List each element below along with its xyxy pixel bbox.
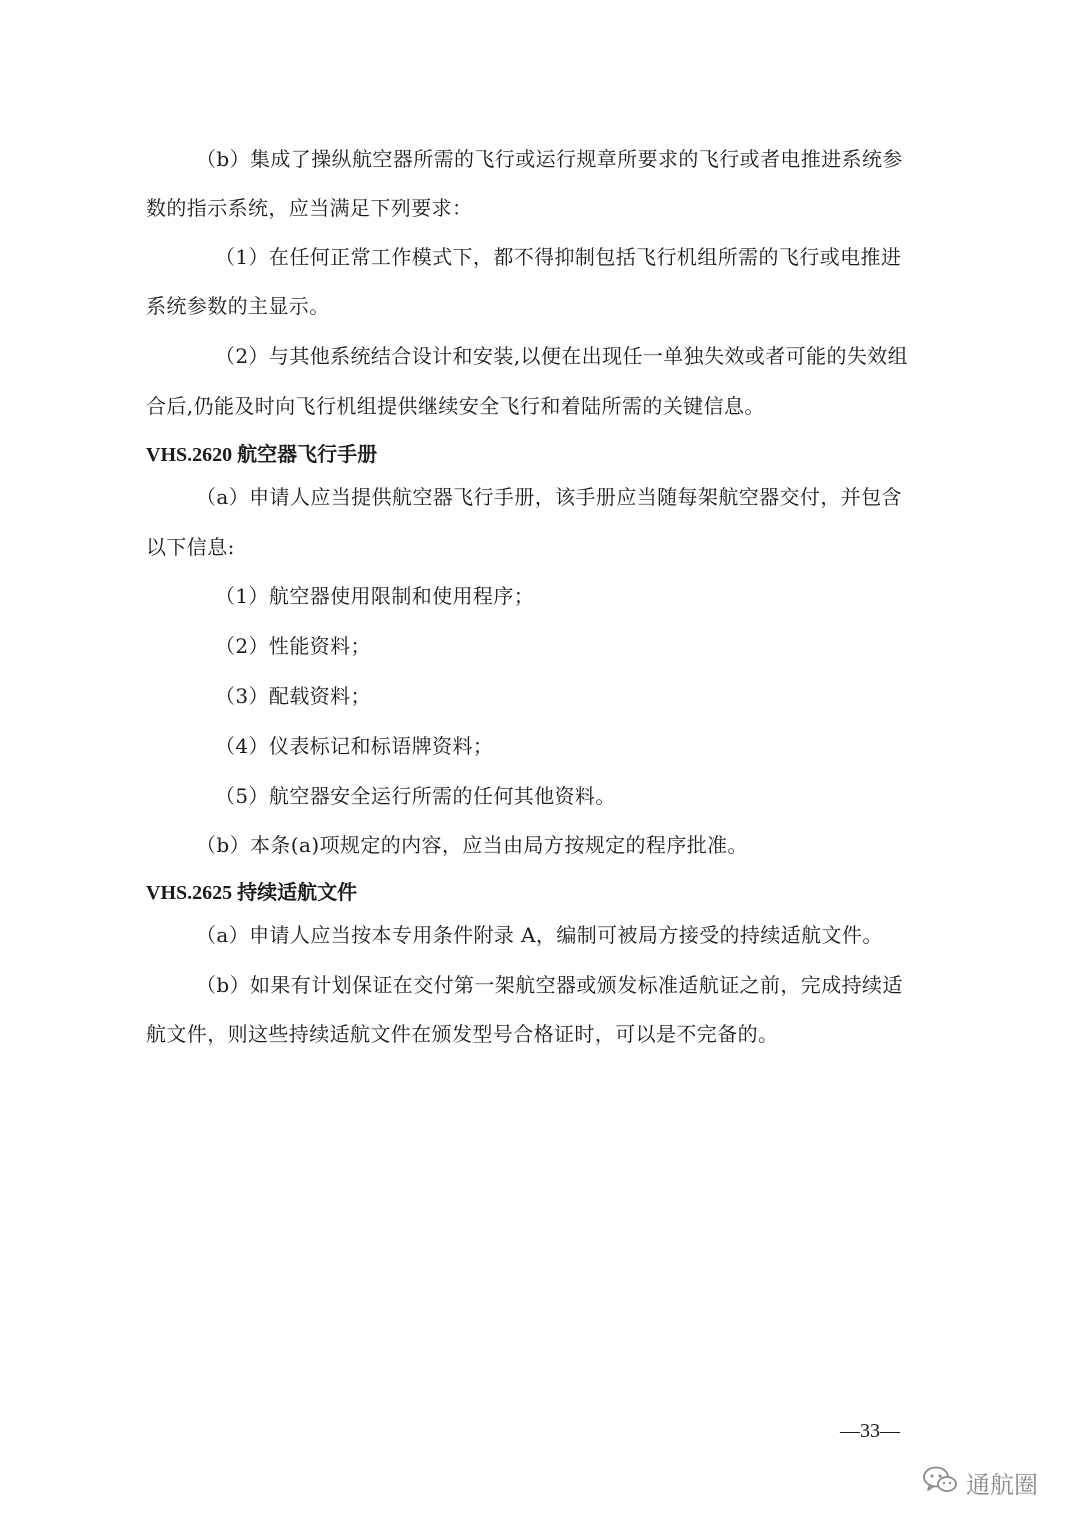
list-item: （3）配载资料； [215,684,371,708]
list-item: （1）航空器使用限制和使用程序； [215,584,535,608]
section-2625-para-a: （a）申请人应当按本专用条件附录 A，编制可被局方接受的持续适航文件。 [196,923,883,947]
paragraph-b-line1: （b）集成了操纵航空器所需的飞行或运行规章所要求的飞行或者电推进系统参 [196,147,903,171]
item-1-line1: （1）在任何正常工作模式下，都不得抑制包括飞行机组所需的飞行或电推进 [215,245,902,269]
section-2620-para-b: （b）本条(a)项规定的内容，应当由局方按规定的程序批准。 [196,833,748,857]
item-2-line1: （2）与其他系统结合设计和安装,以便在出现任一单独失效或者可能的失效组 [215,344,909,368]
section-2620-para-a-line2: 以下信息: [146,535,235,559]
section-2620-para-a-line1: （a）申请人应当提供航空器飞行手册，该手册应当随每架航空器交付，并包含 [196,485,902,509]
list-item: （5）航空器安全运行所需的任何其他资料。 [215,784,616,808]
section-title: 航空器飞行手册 [237,444,378,466]
section-heading-2625 [146,880,357,906]
list-item: （2）性能资料； [215,634,371,658]
item-1-line2: 系统参数的主显示。 [146,294,330,318]
watermark [922,1462,1038,1502]
section-code: VHS.2625 [146,882,233,904]
section-code: VHS.2620 [146,444,233,466]
section-2625-para-b-line1: （b）如果有计划保证在交付第一架航空器或颁发标准适航证之前，完成持续适 [196,973,903,997]
section-heading-2620 [146,442,377,468]
page-number: —33— [840,1420,900,1442]
section-title: 持续适航文件 [237,882,358,904]
item-2-line2: 合后,仍能及时向飞行机组提供继续安全飞行和着陆所需的关键信息。 [146,394,765,418]
paragraph-b-line2: 数的指示系统，应当满足下列要求： [146,196,473,220]
wechat-icon [922,1465,958,1499]
section-2625-para-b-line2: 航文件，则这些持续适航文件在颁发型号合格证时，可以是不完备的。 [146,1022,779,1046]
watermark-text: 通航圈 [966,1470,1038,1499]
list-item: （4）仪表标记和标语牌资料； [215,734,494,758]
